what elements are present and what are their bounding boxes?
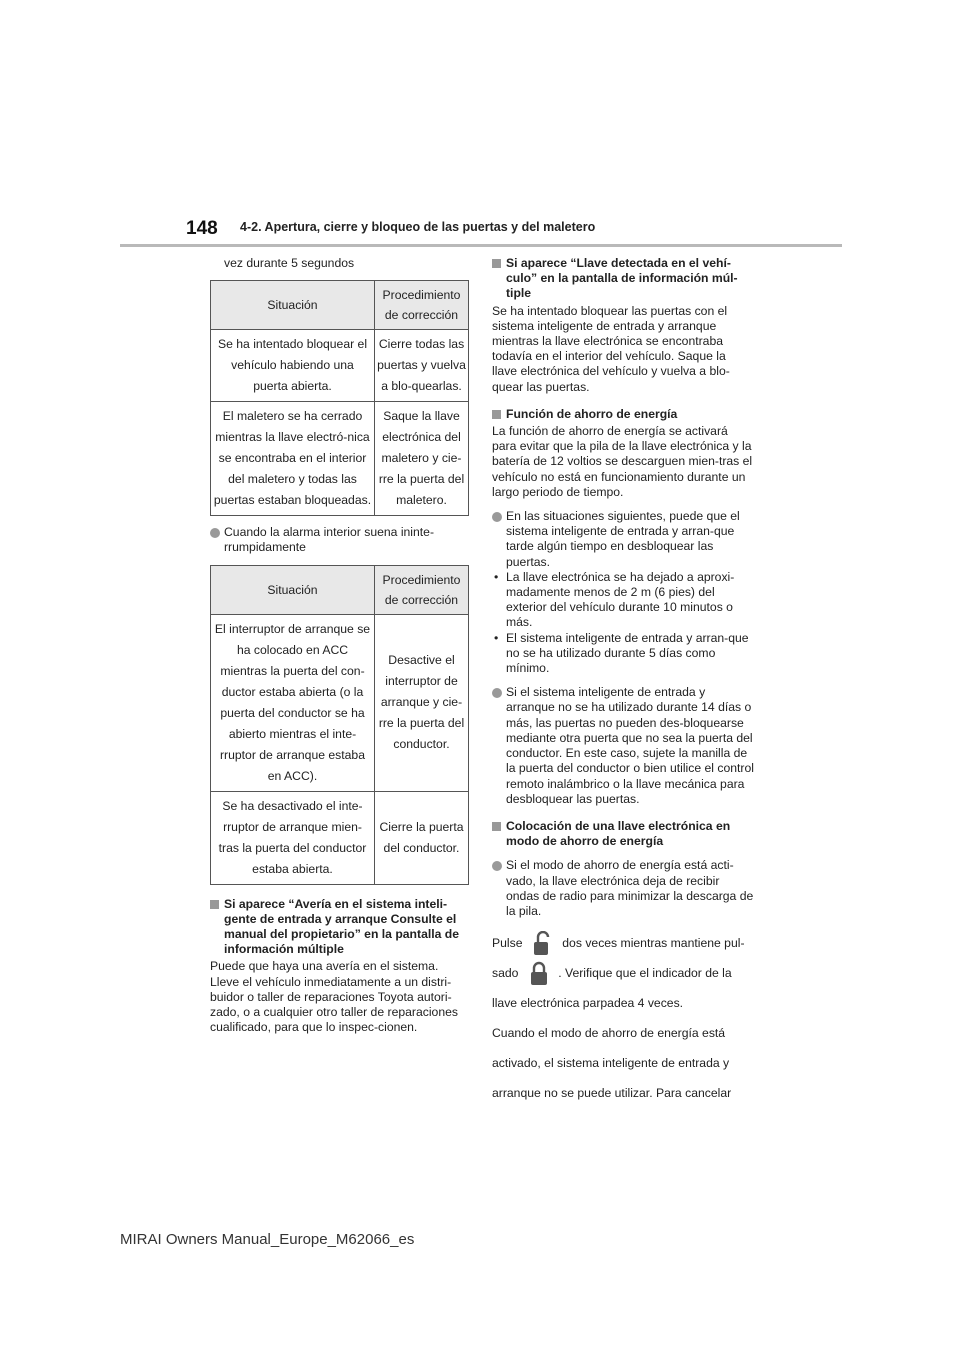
body-text: La función de ahorro de energía se activará para evitar que la pila de la llave electrónica y la batería de 12 voltios se descarguen mien-tras el vehículo no está en funcionamiento durante un largo periodo de tiempo. [492, 424, 753, 499]
section-heading [492, 256, 754, 302]
table-cell: Desactive el interruptor de arranque y cie-rre la puerta del conductor. [375, 614, 469, 791]
sub-bullet-mark: • [494, 569, 499, 584]
heading-text: Función de ahorro de energía [506, 406, 678, 421]
situation-table-1 [210, 280, 469, 516]
header-procedure: Procedimiento de corrección [375, 565, 469, 614]
instruction-text: Pulse [492, 936, 523, 951]
bullet-item [492, 858, 754, 919]
right-column [492, 256, 754, 1108]
table-cell: Saque la llave electrónica del maletero y cie-rre la puerta del maletero. [375, 402, 469, 516]
heading-square-icon [492, 822, 501, 831]
bullet-dot-icon [210, 528, 220, 538]
instruction-text: . Verifique que el indicador de la [558, 966, 732, 981]
table-cell: Cierre todas las puertas y vuelva a blo-quearlas. [375, 330, 469, 402]
bullet-dot-icon [492, 512, 502, 522]
bullet-dot-icon [492, 688, 502, 698]
heading-text: Si aparece “Avería en el sistema inteli-gente de entrada y arranque Consulte el manual del propietario” en la pantalla de información múltiple [224, 896, 460, 957]
header-procedure: Procedimiento de corrección [375, 281, 469, 330]
instruction-text: dos veces mientras mantiene pul- [562, 936, 745, 951]
footer-text: MIRAI Owners Manual_Europe_M62066_es [120, 1231, 415, 1248]
table-row [211, 791, 469, 884]
instruction-line: arranque no se puede utilizar. Para cancelar [492, 1086, 732, 1101]
table-cell: Se ha intentado bloquear el vehículo habiendo una puerta abierta. [211, 330, 375, 402]
table-cell: Cierre la puerta del conductor. [375, 791, 469, 884]
lock-icon [528, 961, 550, 987]
situation-table-2 [210, 565, 469, 885]
heading-square-icon [492, 410, 501, 419]
sub-text: El sistema inteligente de entrada y arran-que no se ha utilizado durante 5 días como mínimo. [506, 630, 749, 676]
intro-text: vez durante 5 segundos [224, 256, 355, 270]
bullet-dot-icon [492, 861, 502, 871]
page-number: 148 [186, 218, 218, 239]
bullet-text: Si el sistema inteligente de entrada y arranque no se ha utilizado durante 14 días o más, las puertas no pueden des-bloquearse mediante otra puerta que no sea la puerta del conductor. En este caso, sujete la manilla de la puerta del conductor o bien utilice el control remoto inalámbrico o la llave mecánica para desbloquear las puertas. [506, 685, 754, 806]
table-header-row [211, 565, 469, 614]
instruction-line: activado, el sistema inteligente de entrada y [492, 1056, 730, 1071]
sub-text: La llave electrónica se ha dejado a aproxi-madamente menos de 2 m (6 pies) del exterior del vehículo durante 10 minutos o más. [506, 569, 735, 630]
heading-text: Colocación de una llave electrónica en modo de ahorro de energía [506, 818, 731, 849]
sub-item [492, 631, 754, 677]
heading-square-icon [210, 900, 219, 909]
left-column [210, 256, 470, 1035]
unlock-icon [532, 931, 554, 957]
header-rule [120, 244, 842, 247]
bullet-item [210, 525, 470, 555]
body-text: Se ha intentado bloquear las puertas con el sistema inteligente de entrada y arranque mientras la llave electrónica se encontraba todavía en el interior del vehículo. Saque la llave electrónica del vehículo y vuelva a blo-quear las puertas. [492, 303, 730, 394]
heading-square-icon [492, 259, 501, 268]
bullet-text: Si el modo de ahorro de energía está acti-vado, la llave electrónica deja de recibir ondas de radio para minimizar la descarga de la pila. [506, 858, 754, 918]
table-row [211, 402, 469, 516]
header-situation: Situación [211, 281, 375, 330]
sub-bullet-mark: • [494, 630, 499, 645]
instruction-line: llave electrónica parpadea 4 veces. [492, 996, 684, 1011]
instruction-line: Cuando el modo de ahorro de energía está [492, 1026, 726, 1041]
instruction-text: sado [492, 966, 519, 981]
table-cell: El interruptor de arranque se ha colocado en ACC mientras la puerta del con-ductor estaba abierta (o la puerta del conductor se ha abierto mientras el inte-rruptor de arranque estaba en ACC). [211, 614, 375, 791]
bullet-item [492, 685, 754, 807]
table-row [211, 614, 469, 791]
sub-item [492, 570, 754, 631]
instruction-line [492, 958, 754, 988]
bullet-item [492, 509, 754, 570]
section-heading [492, 819, 754, 849]
heading-text: Si aparece “Llave detectada en el vehí-culo” en la pantalla de información múl-tiple [506, 256, 738, 301]
bullet-text: Cuando la alarma interior suena ininte-rrumpidamente [224, 525, 435, 555]
chapter-title: 4-2. Apertura, cierre y bloqueo de las puertas y del maletero [240, 220, 596, 234]
bullet-text: En las situaciones siguientes, puede que el sistema inteligente de entrada y arran-que tarde algún tiempo en desbloquear las puertas. [506, 509, 740, 569]
instruction-line [492, 928, 754, 958]
table-row [211, 330, 469, 402]
table-cell: Se ha desactivado el inte-rruptor de arranque mien-tras la puerta del conductor estaba abierta. [211, 791, 375, 884]
section-heading [210, 897, 470, 958]
table-header-row [211, 281, 469, 330]
header-situation: Situación [211, 565, 375, 614]
table-cell: El maletero se ha cerrado mientras la llave electró-nica se encontraba en el interior del maletero y todas las puertas estaban bloqueadas. [211, 402, 375, 516]
body-text: Puede que haya una avería en el sistema. Lleve el vehículo inmediatamente a un distri-buidor o taller de reparaciones Toyota autori-zado, o a cualquier otro taller de reparaciones cualificado, para que lo inspec-cionen. [210, 959, 458, 1035]
section-heading [492, 407, 754, 422]
